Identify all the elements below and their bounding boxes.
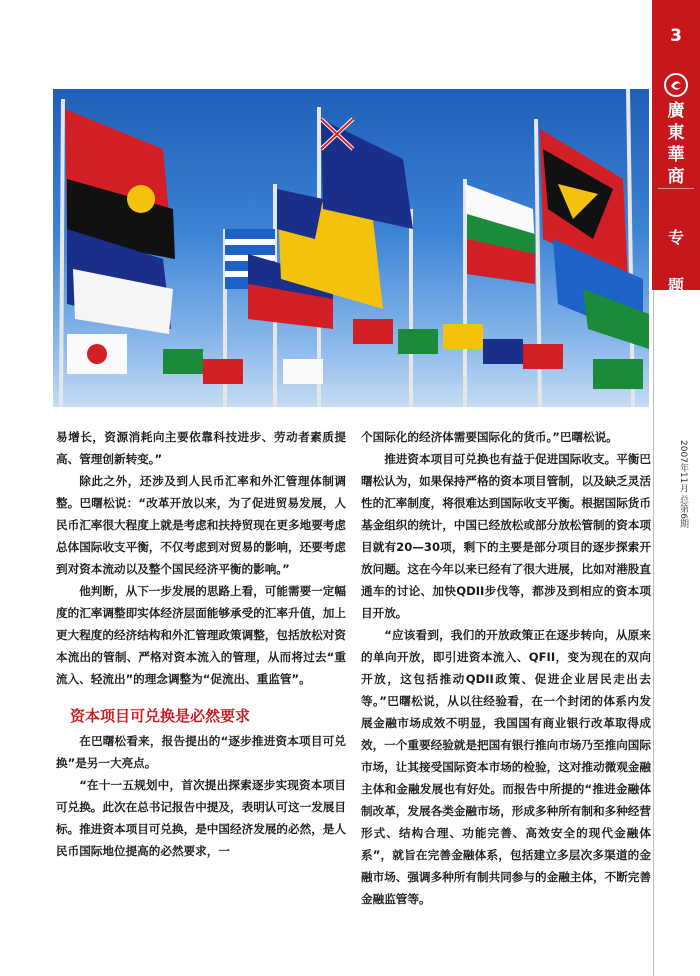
margin-rule xyxy=(653,290,654,976)
brand-char: 廣 xyxy=(667,101,685,121)
page-number: 3 xyxy=(670,26,682,46)
paragraph: 个国际化的经济体需要国际化的货币。”巴曙松说。 xyxy=(361,430,618,444)
article-column-left xyxy=(56,426,346,862)
paragraph: 除此之外，还涉及到人民币汇率和外汇管理体制调整。巴曙松说：“改革开放以来，为了促进贸易发展，人民币汇率很大程度上就是考虑和扶持贸现在更多地要考虑总体国际收支平衡，不仅考虑到对贸易的影响，还要考虑到对资本流动以及整个国民经济平衡的影响。” xyxy=(56,474,346,576)
brand-char: 東 xyxy=(667,123,685,143)
section-heading: 资本项目可兑换是必然要求 xyxy=(70,707,251,725)
paragraph: “应该看到，我们的开放政策正在逐步转向，从原来的单向开放，即引进资本流入、QFII，变为现在的双向开放，这包括推动QDII政策、促进企业居民走出去等。”巴曙松说，从以往经验看，在一个封闭的体系内发展金融市场成效不明显，我国国有商业银行改革取得成效，一个重要经验就是把国有银行推向市场乃至推向国际市场，让其接受国际资本市场的检验，这对推动微观金融主体和金融发展也有好处。而报告中所提的“推进金融体制改革，发展各类金融市场，形成多种所有制和多种经营形式、结构合理、功能完善、高效安全的现代金融体系”，就旨在完善金融体系，包括建立多层次多渠道的金融市场、强调多种所有制共同参与的金融主体，不断完善金融监管等。 xyxy=(361,628,651,906)
paragraph: 他判断，从下一步发展的思路上看，可能需要一定幅度的汇率调整即实体经济层面能够承受的汇率升值，加上更大程度的经济结构和外汇管理政策调整，包括放松对资本流出的管制、严格对资本流入的管理，从而将过去“重流入、轻流出”的理念调整为“促流出、重监管”。 xyxy=(56,584,346,686)
paragraph: 在巴曙松看来，报告提出的“逐步推进资本项目可兑换”是另一大亮点。 xyxy=(56,734,346,770)
issue-date: 2007年11月 总第6期 xyxy=(678,440,688,528)
section-label xyxy=(652,214,700,310)
paragraph: 易增长，资源消耗向主要依靠科技进步、劳动者素质提高、管理创新转变。” xyxy=(56,430,346,466)
flags-photo xyxy=(53,89,649,407)
paragraph: “在十一五规划中，首次提出探索逐步实现资本项目可兑换。此次在总书记报告中提及，表明认可这一发展目标。推进资本项目可兑换，是中国经济发展的必然，是人民币国际地位提高的必然要求，一 xyxy=(56,778,346,858)
flags-illustration xyxy=(53,89,649,407)
paragraph: 推进资本项目可兑换也有益于促进国际收支。平衡巴曙松认为，如果保持严格的资本项目管制，以及缺乏灵活性的汇率制度，将很难达到国际收支平衡。根据国际货币基金组织的统计，中国已经放松或部分放松管制的资本项目就有20—30项，剩下的主要是部分项目的逐步探索开放问题。这在今年以来已经有了很大进展，比如对港股直通车的讨论、加快QDII步伐等，都涉及到相应的资本项目开放。 xyxy=(361,452,651,620)
side-tab xyxy=(652,0,700,295)
brand-logo-icon xyxy=(663,72,689,98)
tab-divider xyxy=(658,188,694,189)
brand-char: 商 xyxy=(667,167,685,187)
brand-name xyxy=(652,100,700,188)
section-char: 专 xyxy=(667,228,684,247)
section-char: 题 xyxy=(667,276,684,295)
brand-char: 華 xyxy=(667,145,685,165)
article-column-right xyxy=(361,426,651,910)
